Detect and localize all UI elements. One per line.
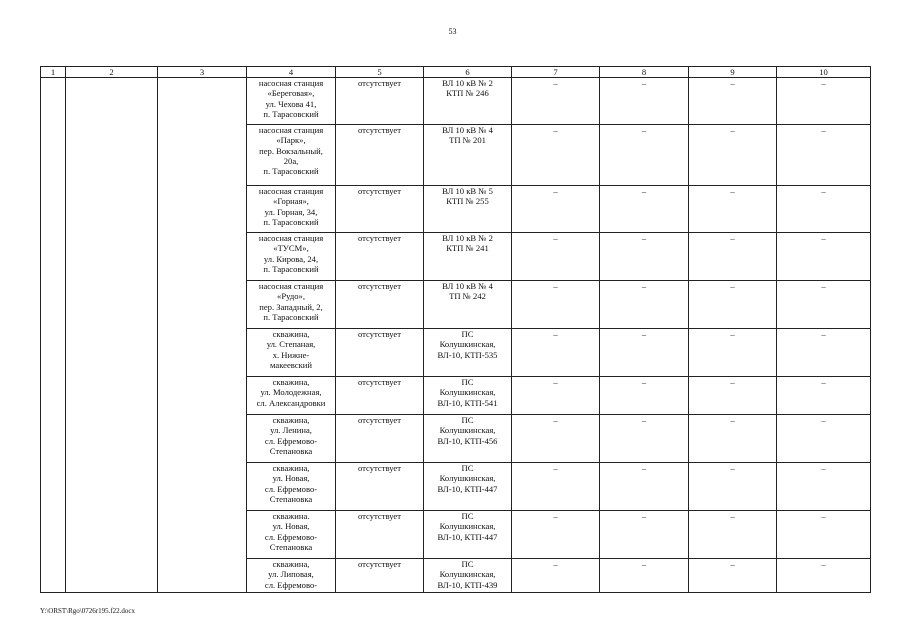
power-source-cell-line: ВЛ 10 кВ № 4 [442,281,493,291]
col-7-cell-text: – [553,559,558,569]
col-8-cell [600,281,689,329]
column-header: 8 [600,67,689,78]
col-8-cell-text: – [641,559,647,569]
col-9-cell [689,281,777,329]
col-9-cell [689,125,777,186]
object-cell-line: скважина, [272,559,310,569]
object-cell [247,377,336,415]
col-7-cell [512,463,600,511]
power-source-cell [424,463,512,511]
power-source-cell-line: ПС [461,329,474,339]
status-cell-text: отсутствует [358,281,401,291]
col-9-cell [689,415,777,463]
power-source-cell-line: ВЛ-10, КТП-447 [437,531,498,542]
col-10-cell [777,559,871,593]
col-8-cell [600,186,689,233]
power-source-cell [424,78,512,125]
object-cell [247,186,336,233]
col-9-cell [689,233,777,281]
power-source-cell [424,233,512,281]
power-source-cell-line: ПС [461,415,474,425]
object-cell-line: скважина, [272,329,310,339]
status-cell [336,233,424,281]
col-8-cell [600,233,689,281]
power-source-cell [424,281,512,329]
col-8-cell-text: – [641,511,647,521]
object-cell-line: ул. Кирова, 24, [263,253,319,264]
object-cell-line: ул. Чехова 41, [265,98,317,109]
object-cell-line: «ТУСМ», [273,243,309,254]
col-8-cell-text: – [641,377,647,387]
col-9-cell [689,511,777,559]
col-10-cell-text: – [821,415,826,425]
power-source-cell-line: ПС [461,511,474,521]
power-source-cell-line: Колушкинская, [439,521,496,532]
col-7-cell [512,281,600,329]
col-7-cell-text: – [553,78,558,88]
status-cell [336,463,424,511]
col-7-cell [512,511,600,559]
power-source-cell-line: ВЛ-10, КТП-535 [437,349,498,360]
col-1-merged-cell [41,78,66,593]
col-9-cell-text: – [730,377,735,387]
col-10-cell-text: – [821,125,826,135]
object-cell-line: ул. Степаная, [266,339,316,350]
col-9-cell [689,78,777,125]
status-cell [336,415,424,463]
col-9-cell-text: – [730,186,735,196]
object-cell-line: скважина, [272,377,310,387]
object-cell-line: ул. Молодежная, [260,387,322,398]
power-source-cell [424,559,512,593]
col-10-cell-text: – [821,511,826,521]
status-cell [336,281,424,329]
status-cell-text: отсутствует [358,186,401,196]
col-8-cell-text: – [641,78,647,88]
col-9-cell-text: – [730,125,735,135]
power-source-cell-line: ВЛ-10, КТП-456 [437,435,498,446]
col-7-cell [512,377,600,415]
col-10-cell-text: – [821,281,826,291]
status-cell-text: отсутствует [358,511,401,521]
column-header: 4 [247,67,336,78]
object-cell-line: п. Тарасовский [263,216,319,227]
col-10-cell [777,281,871,329]
col-10-cell [777,463,871,511]
power-source-cell [424,125,512,186]
power-source-cell-line: ВЛ 10 кВ № 2 [442,233,493,243]
col-7-cell-text: – [553,463,558,473]
col-7-cell-text: – [553,186,558,196]
col-10-cell-text: – [821,463,826,473]
col-8-cell-text: – [641,415,647,425]
object-cell-line: п. Тарасовский [263,311,319,322]
column-header: 6 [424,67,512,78]
object-cell-line: «Парк», [276,135,306,146]
col-10-cell [777,233,871,281]
col-10-cell-text: – [821,559,826,569]
col-9-cell [689,329,777,377]
object-cell-line: пер. Западный, 2, [259,301,323,312]
col-8-cell [600,78,689,125]
col-7-cell [512,186,600,233]
column-header: 2 [66,67,158,78]
status-cell [336,377,424,415]
col-7-cell-text: – [553,415,558,425]
col-7-cell-text: – [553,511,558,521]
status-cell-text: отсутствует [358,78,401,88]
footer-file-path: Y:\ORST\Rgo\0726r195.f22.docx [40,607,136,615]
col-10-cell [777,329,871,377]
power-source-cell-line: ТП № 242 [449,291,486,302]
col-10-cell [777,377,871,415]
col-8-cell-text: – [641,186,647,196]
col-10-cell [777,186,871,233]
object-cell [247,511,336,559]
object-cell [247,281,336,329]
object-cell-line: сл. Ефремово- [264,483,318,494]
object-cell [247,463,336,511]
page-number: 53 [448,27,457,36]
object-cell-line: «Береговая», [267,88,315,99]
col-10-cell-text: – [821,377,826,387]
object-cell-line: «Рудо», [277,291,305,302]
col-7-cell [512,415,600,463]
col-9-cell [689,559,777,593]
col-7-cell [512,125,600,186]
header-row [41,67,871,78]
col-2-merged-cell [66,78,158,593]
status-cell-text: отсутствует [358,233,401,243]
power-source-cell-line: Колушкинская, [439,339,496,350]
col-7-cell-text: – [553,233,558,243]
col-10-cell-text: – [821,78,826,88]
object-cell [247,329,336,377]
object-cell-line: ул. Ленина, [270,425,312,436]
col-7-cell [512,329,600,377]
col-10-cell [777,125,871,186]
object-cell-line: сл. Ефремово- [264,435,318,446]
object-cell-line: ул. Новая, [272,521,310,532]
col-7-cell [512,559,600,593]
power-source-cell-line: ПС [461,377,474,387]
col-9-cell-text: – [730,78,735,88]
object-cell [247,125,336,186]
object-cell-line: скважина, [272,463,310,473]
power-source-cell-line: ВЛ 10 кВ № 4 [442,125,493,135]
power-source-cell-line: ТП № 201 [449,135,486,146]
col-9-cell-text: – [730,281,735,291]
col-7-cell [512,78,600,125]
col-9-cell-text: – [730,233,735,243]
status-cell-text: отсутствует [358,377,401,387]
power-source-cell [424,377,512,415]
status-cell [336,125,424,186]
object-cell-line: ул. Горная, 34, [264,206,318,217]
object-cell-line: Степановка [269,493,313,504]
col-8-cell [600,559,689,593]
col-8-cell-text: – [641,281,647,291]
status-cell [336,329,424,377]
object-cell-line: насосная станция [258,186,324,196]
object-cell-line: насосная станция [258,125,324,135]
column-header: 9 [689,67,777,78]
col-7-cell [512,233,600,281]
col-9-cell [689,186,777,233]
col-7-cell-text: – [553,377,558,387]
column-header: 3 [158,67,247,78]
col-9-cell-text: – [730,463,735,473]
object-cell-line: скважина, [272,415,310,425]
status-cell [336,78,424,125]
col-10-cell [777,78,871,125]
status-cell [336,559,424,593]
object-cell-line: сл. Александровки [256,397,326,408]
status-cell-text: отсутствует [358,463,401,473]
power-source-cell-line: ВЛ-10, КТП-541 [437,397,498,408]
power-source-cell-line: ПС [461,559,474,569]
col-7-cell-text: – [553,125,558,135]
object-cell-line: Степановка [269,541,313,552]
status-cell [336,186,424,233]
object-cell-line: макеевский [270,359,312,370]
power-source-cell [424,186,512,233]
power-source-cell-line: ВЛ 10 кВ № 5 [442,186,493,196]
power-source-cell-line: ПС [461,463,474,473]
power-source-cell-line: ВЛ-10, КТП-439 [437,579,498,590]
col-8-cell [600,511,689,559]
col-7-cell-text: – [553,281,558,291]
object-cell-line: насосная станция [258,233,324,243]
object-cell-line: ул. Новая, [272,473,310,484]
power-source-cell-line: ВЛ-10, КТП-447 [437,483,498,494]
object-cell-line: п. Тарасовский [263,263,319,274]
col-8-cell [600,377,689,415]
col-9-cell-text: – [730,559,735,569]
power-source-cell-line: Колушкинская, [439,569,496,580]
status-cell-text: отсутствует [358,559,401,569]
object-cell [247,78,336,125]
object-cell-line: насосная станция [258,78,324,88]
col-9-cell [689,377,777,415]
col-9-cell-text: – [730,511,735,521]
object-cell-line: Степановка [269,445,313,456]
col-9-cell-text: – [730,415,735,425]
object-cell [247,415,336,463]
object-cell [247,233,336,281]
column-header: 7 [512,67,600,78]
col-9-cell-text: – [730,329,735,339]
power-source-cell-line: КТП № 255 [446,196,489,207]
power-source-cell [424,415,512,463]
object-cell [247,559,336,593]
power-source-cell-line: Колушкинская, [439,473,496,484]
col-8-cell [600,415,689,463]
power-source-cell [424,329,512,377]
object-cell-line: сл. Ефремово- [264,579,318,590]
col-10-cell [777,511,871,559]
status-cell-text: отсутствует [358,125,401,135]
column-header: 10 [777,67,871,78]
power-source-cell-line: КТП № 246 [446,88,489,99]
power-source-cell-line: Колушкинская, [439,425,496,436]
col-9-cell [689,463,777,511]
col-10-cell [777,415,871,463]
column-header: 5 [336,67,424,78]
object-cell-line: п. Тарасовский [263,166,319,177]
col-10-cell-text: – [821,329,826,339]
power-source-cell-line: Колушкинская, [439,387,496,398]
object-cell-line: пер. Вокзальный, [259,145,323,156]
col-10-cell-text: – [821,233,826,243]
object-cell-line: насосная станция [258,281,324,291]
power-source-cell-line: ВЛ 10 кВ № 2 [442,78,493,88]
object-cell-line: п. Тарасовский [263,108,319,119]
col-8-cell [600,463,689,511]
object-cell-line: х. Нижне- [272,349,310,360]
power-source-cell-line: КТП № 241 [446,243,489,254]
object-cell-line: сл. Ефремово- [264,531,318,542]
col-8-cell-text: – [641,233,647,243]
col-8-cell-text: – [641,463,647,473]
column-header: 1 [41,67,66,78]
status-cell [336,511,424,559]
object-cell-line: «Горная», [273,196,309,207]
col-3-merged-cell [158,78,247,593]
table-row [41,78,871,125]
object-cell-line: ул. Липовая, [268,569,314,580]
status-cell-text: отсутствует [358,415,401,425]
object-cell-line: 20а, [283,155,299,166]
col-8-cell-text: – [641,329,647,339]
object-cell-line: скважина. [272,511,310,521]
col-8-cell [600,329,689,377]
status-cell-text: отсутствует [358,329,401,339]
col-10-cell-text: – [821,186,826,196]
data-table [40,66,871,593]
col-8-cell [600,125,689,186]
col-7-cell-text: – [553,329,558,339]
col-8-cell-text: – [641,125,647,135]
power-source-cell [424,511,512,559]
